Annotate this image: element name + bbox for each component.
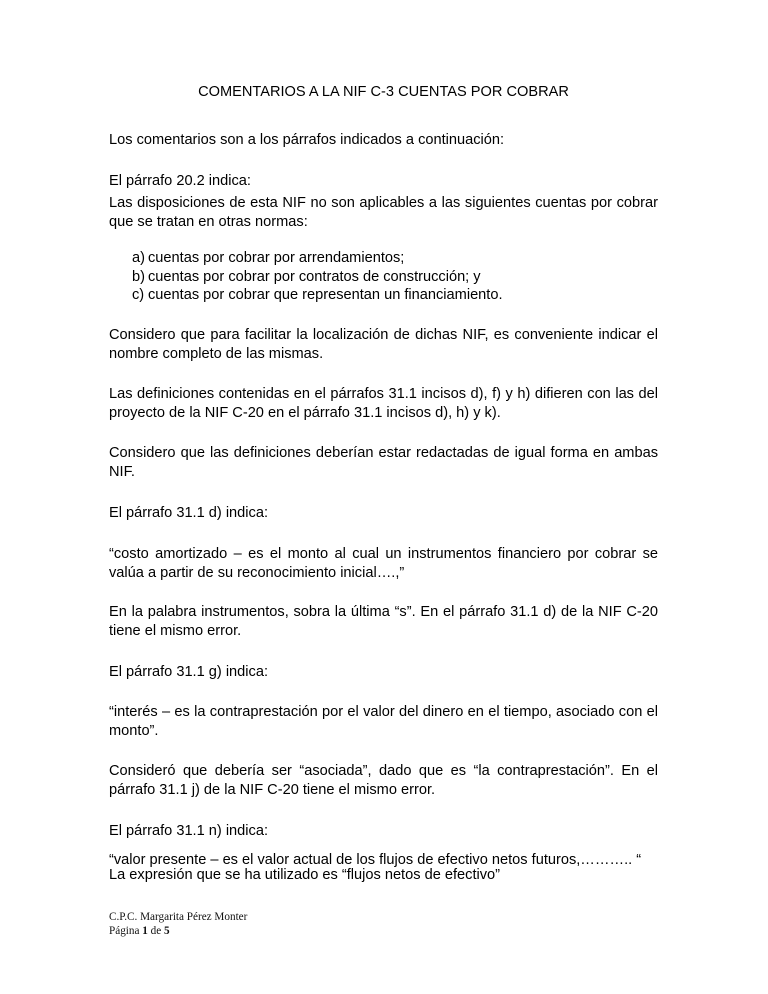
paragraph-instrumentos-error: En la palabra instrumentos, sobra la última “s”. En el párrafo 31.1 d) de la NIF C-20 tiene el mismo error. xyxy=(109,604,658,639)
document-title: COMENTARIOS A LA NIF C-3 CUENTAS POR COBRAR xyxy=(198,84,569,100)
footer-author: C.P.C. Margarita Pérez Monter xyxy=(109,911,248,923)
list-item xyxy=(132,286,503,305)
list-marker: a) xyxy=(132,250,145,266)
paragraph-31-1-n-heading: El párrafo 31.1 n) indica: xyxy=(109,823,268,839)
list-item-text: cuentas por cobrar por contratos de construcción; y xyxy=(148,268,481,285)
page-of: de xyxy=(150,925,162,937)
list-item-text: cuentas por cobrar por arrendamientos; xyxy=(148,250,405,266)
paragraph-considero-igual: Considero que las definiciones deberían estar redactadas de igual forma en ambas NIF. xyxy=(109,445,658,480)
page-label: Página xyxy=(109,925,140,937)
paragraph-definiciones-difieren: Las definiciones contenidas en el párrafos 31.1 incisos d), f) y h) difieren con las del proyecto de la NIF C-20 en el párrafo 31.1 incisos d), h) y k). xyxy=(109,386,658,421)
list-item xyxy=(132,268,503,287)
list-item xyxy=(132,249,503,268)
list-marker: b) xyxy=(132,268,145,285)
quote-costo-amortizado: “costo amortizado – es el monto al cual un instrumentos financiero por cobrar se valúa a partir de su reconocimiento inicial….,” xyxy=(109,546,658,581)
excluded-accounts-list xyxy=(132,249,503,305)
footer-page-number xyxy=(109,924,247,938)
page-current: 1 xyxy=(142,925,148,937)
list-marker: c) xyxy=(132,287,145,303)
quote-interes: “interés – es la contraprestación por el valor del dinero en el tiempo, asociado con el monto”. xyxy=(109,704,658,739)
paragraph-31-1-d-heading: El párrafo 31.1 d) indica: xyxy=(109,505,268,521)
paragraph-31-1-g-heading: El párrafo 31.1 g) indica: xyxy=(109,664,268,680)
list-item-text: cuentas por cobrar que representan un financiamiento. xyxy=(148,287,503,303)
page-footer xyxy=(109,910,247,938)
paragraph-considero-nombre: Considero que para facilitar la localización de dichas NIF, es conveniente indicar el nombre completo de las mismas. xyxy=(109,327,658,362)
quote-valor-presente: “valor presente – es el valor actual de los flujos de efectivo netos futuros,……….. “ xyxy=(109,852,642,868)
paragraph-asociada: Consideró que debería ser “asociada”, dado que es “la contraprestación”. En el párrafo 31.1 j) de la NIF C-20 tiene el mismo error. xyxy=(109,763,658,798)
paragraph-intro: Los comentarios son a los párrafos indicados a continuación: xyxy=(109,132,505,148)
paragraph-expresion: La expresión que se ha utilizado es “flujos netos de efectivo” xyxy=(109,867,501,883)
paragraph-20-2-heading: El párrafo 20.2 indica: xyxy=(109,173,251,189)
paragraph-disposiciones: Las disposiciones de esta NIF no son aplicables a las siguientes cuentas por cobrar que se tratan en otras normas: xyxy=(109,195,658,230)
page-total: 5 xyxy=(164,925,170,937)
